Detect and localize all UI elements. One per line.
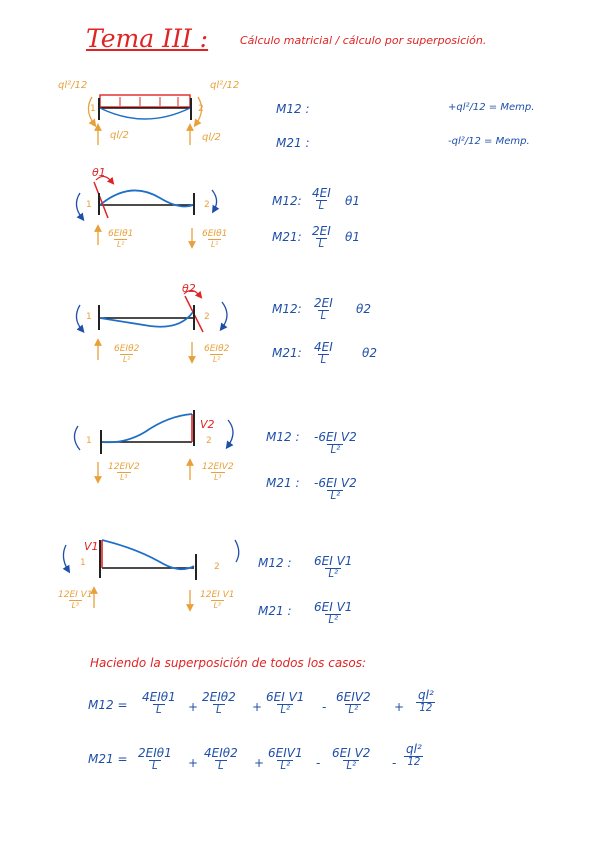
case5-left-reaction: $\frac{\text{12EI V1}}{\text{L³}}$ [58, 590, 93, 610]
case3-node2: 2 [204, 312, 210, 322]
case5-m21-label: M21 : [258, 604, 292, 618]
case3-right-reaction: 6EIθ2 L² [204, 344, 230, 364]
case5-m21-fraction: $\frac{\text{6EI V1}}{\text{L²}}$ [314, 600, 353, 626]
case2-m12-fraction: $\frac{4EI}{L}$ [312, 186, 331, 212]
eq1-term1: 4EIθ1 L [142, 690, 176, 716]
case2-right-reaction: 6EIθ1 L² [202, 229, 228, 249]
case3-m21-var: θ2 [362, 346, 377, 360]
eq1-op1: + [188, 700, 199, 714]
eq2-op4: - [392, 756, 397, 770]
case3-node1: 1 [86, 312, 92, 322]
case1-right-moment: ql²/12 [210, 80, 240, 91]
case3-m21-label: M21: [272, 346, 302, 360]
eq1-label: M12 = [88, 698, 128, 712]
case2-m12-var: θ1 [345, 194, 360, 208]
case1-right-reaction: ql/2 [202, 132, 221, 143]
eq1-op2: + [252, 700, 263, 714]
eq2-op1: + [188, 756, 199, 770]
case5-right-reaction: $\frac{\text{12EI V1}}{\text{L³}}$ [200, 590, 235, 610]
case1-left-moment: ql²/12 [58, 80, 88, 91]
case1-m12-value: +ql²/12 = Memp. [448, 102, 535, 113]
eq2-op2: + [254, 756, 265, 770]
superposition-heading: Haciendo la superposición de todos los casos: [90, 656, 367, 670]
case4-m12-fraction: $\frac{\text{-6EI V2}}{\text{L²}}$ [314, 430, 357, 456]
distributed-load [100, 95, 190, 107]
case1-node1: 1 [90, 104, 96, 114]
eq1-term5: $\frac{\text{ql²}}{12}$ [418, 688, 434, 714]
case5-m12-fraction: $\frac{\text{6EI V1}}{\text{L²}}$ [314, 554, 353, 580]
case4-right-reaction: 12EIV2 L³ [202, 462, 234, 482]
case4-displacement: V2 [200, 418, 215, 431]
case1-m21-value: -ql²/12 = Memp. [448, 136, 530, 147]
case4-m12-label: M12 : [266, 430, 300, 444]
page-subtitle: Cálculo matricial / cálculo por superposición. [240, 34, 487, 47]
eq1-term3: $\frac{\text{6EI V1}}{\text{L²}}$ [266, 690, 305, 716]
case2-m21-fraction: $\frac{2EI}{L}$ [312, 224, 331, 250]
case3-left-reaction: 6EIθ2 L² [114, 344, 140, 364]
eq2-term5: $\frac{\text{ql²}}{12}$ [406, 742, 422, 768]
eq2-term2: 4EIθ2 L [204, 746, 238, 772]
case3-m12-label: M12: [272, 302, 302, 316]
case4-m21-fraction: $\frac{\text{-6EI V2}}{\text{L²}}$ [314, 476, 357, 502]
case1-node2: 2 [198, 104, 204, 114]
eq2-term3: 6EIV1 L² [268, 746, 303, 772]
case3-m21-fraction: $\frac{4EI}{L}$ [314, 340, 333, 366]
eq2-label: M21 = [88, 752, 128, 766]
eq1-op4: + [394, 700, 405, 714]
eq2-term1: 2EIθ1 L [138, 746, 172, 772]
case2-diagram [76, 176, 216, 245]
case5-m12-label: M12 : [258, 556, 292, 570]
case3-m12-var: θ2 [356, 302, 371, 316]
eq1-op3: - [322, 700, 327, 714]
eq2-op3: - [316, 756, 321, 770]
case2-rotation: θ1 [92, 166, 106, 179]
case4-m21-label: M21 : [266, 476, 300, 490]
case1-m12-label: M12 : [276, 102, 310, 116]
eq2-term4: $\frac{\text{6EI V2}}{\text{L²}}$ [332, 746, 371, 772]
case1-m21-label: M21 : [276, 136, 310, 150]
case3-m12-fraction: $\frac{2EI}{L}$ [314, 296, 333, 322]
case5-node2: 2 [214, 562, 220, 572]
case2-node2: 2 [204, 200, 210, 210]
case2-m21-label: M21: [272, 230, 302, 244]
eq1-term4: 6EIV2 L² [336, 690, 371, 716]
case5-node1: 1 [80, 558, 86, 568]
case5-displacement: V1 [84, 540, 99, 553]
eq1-term2: 2EIθ2 L [202, 690, 236, 716]
case1-diagram [88, 95, 201, 145]
case2-node1: 1 [86, 200, 92, 210]
case3-rotation: θ2 [182, 282, 196, 295]
case4-node1: 1 [86, 436, 92, 446]
case4-node2: 2 [206, 436, 212, 446]
case4-left-reaction: 12EIV2 L³ [108, 462, 140, 482]
deflected-shape [100, 108, 190, 119]
case1-left-reaction: ql/2 [110, 130, 129, 141]
case2-m12-label: M12: [272, 194, 302, 208]
case2-left-reaction: 6EIθ1 L² [108, 229, 134, 249]
page-title: Tema III : [86, 24, 209, 53]
case2-m21-var: θ1 [345, 230, 360, 244]
